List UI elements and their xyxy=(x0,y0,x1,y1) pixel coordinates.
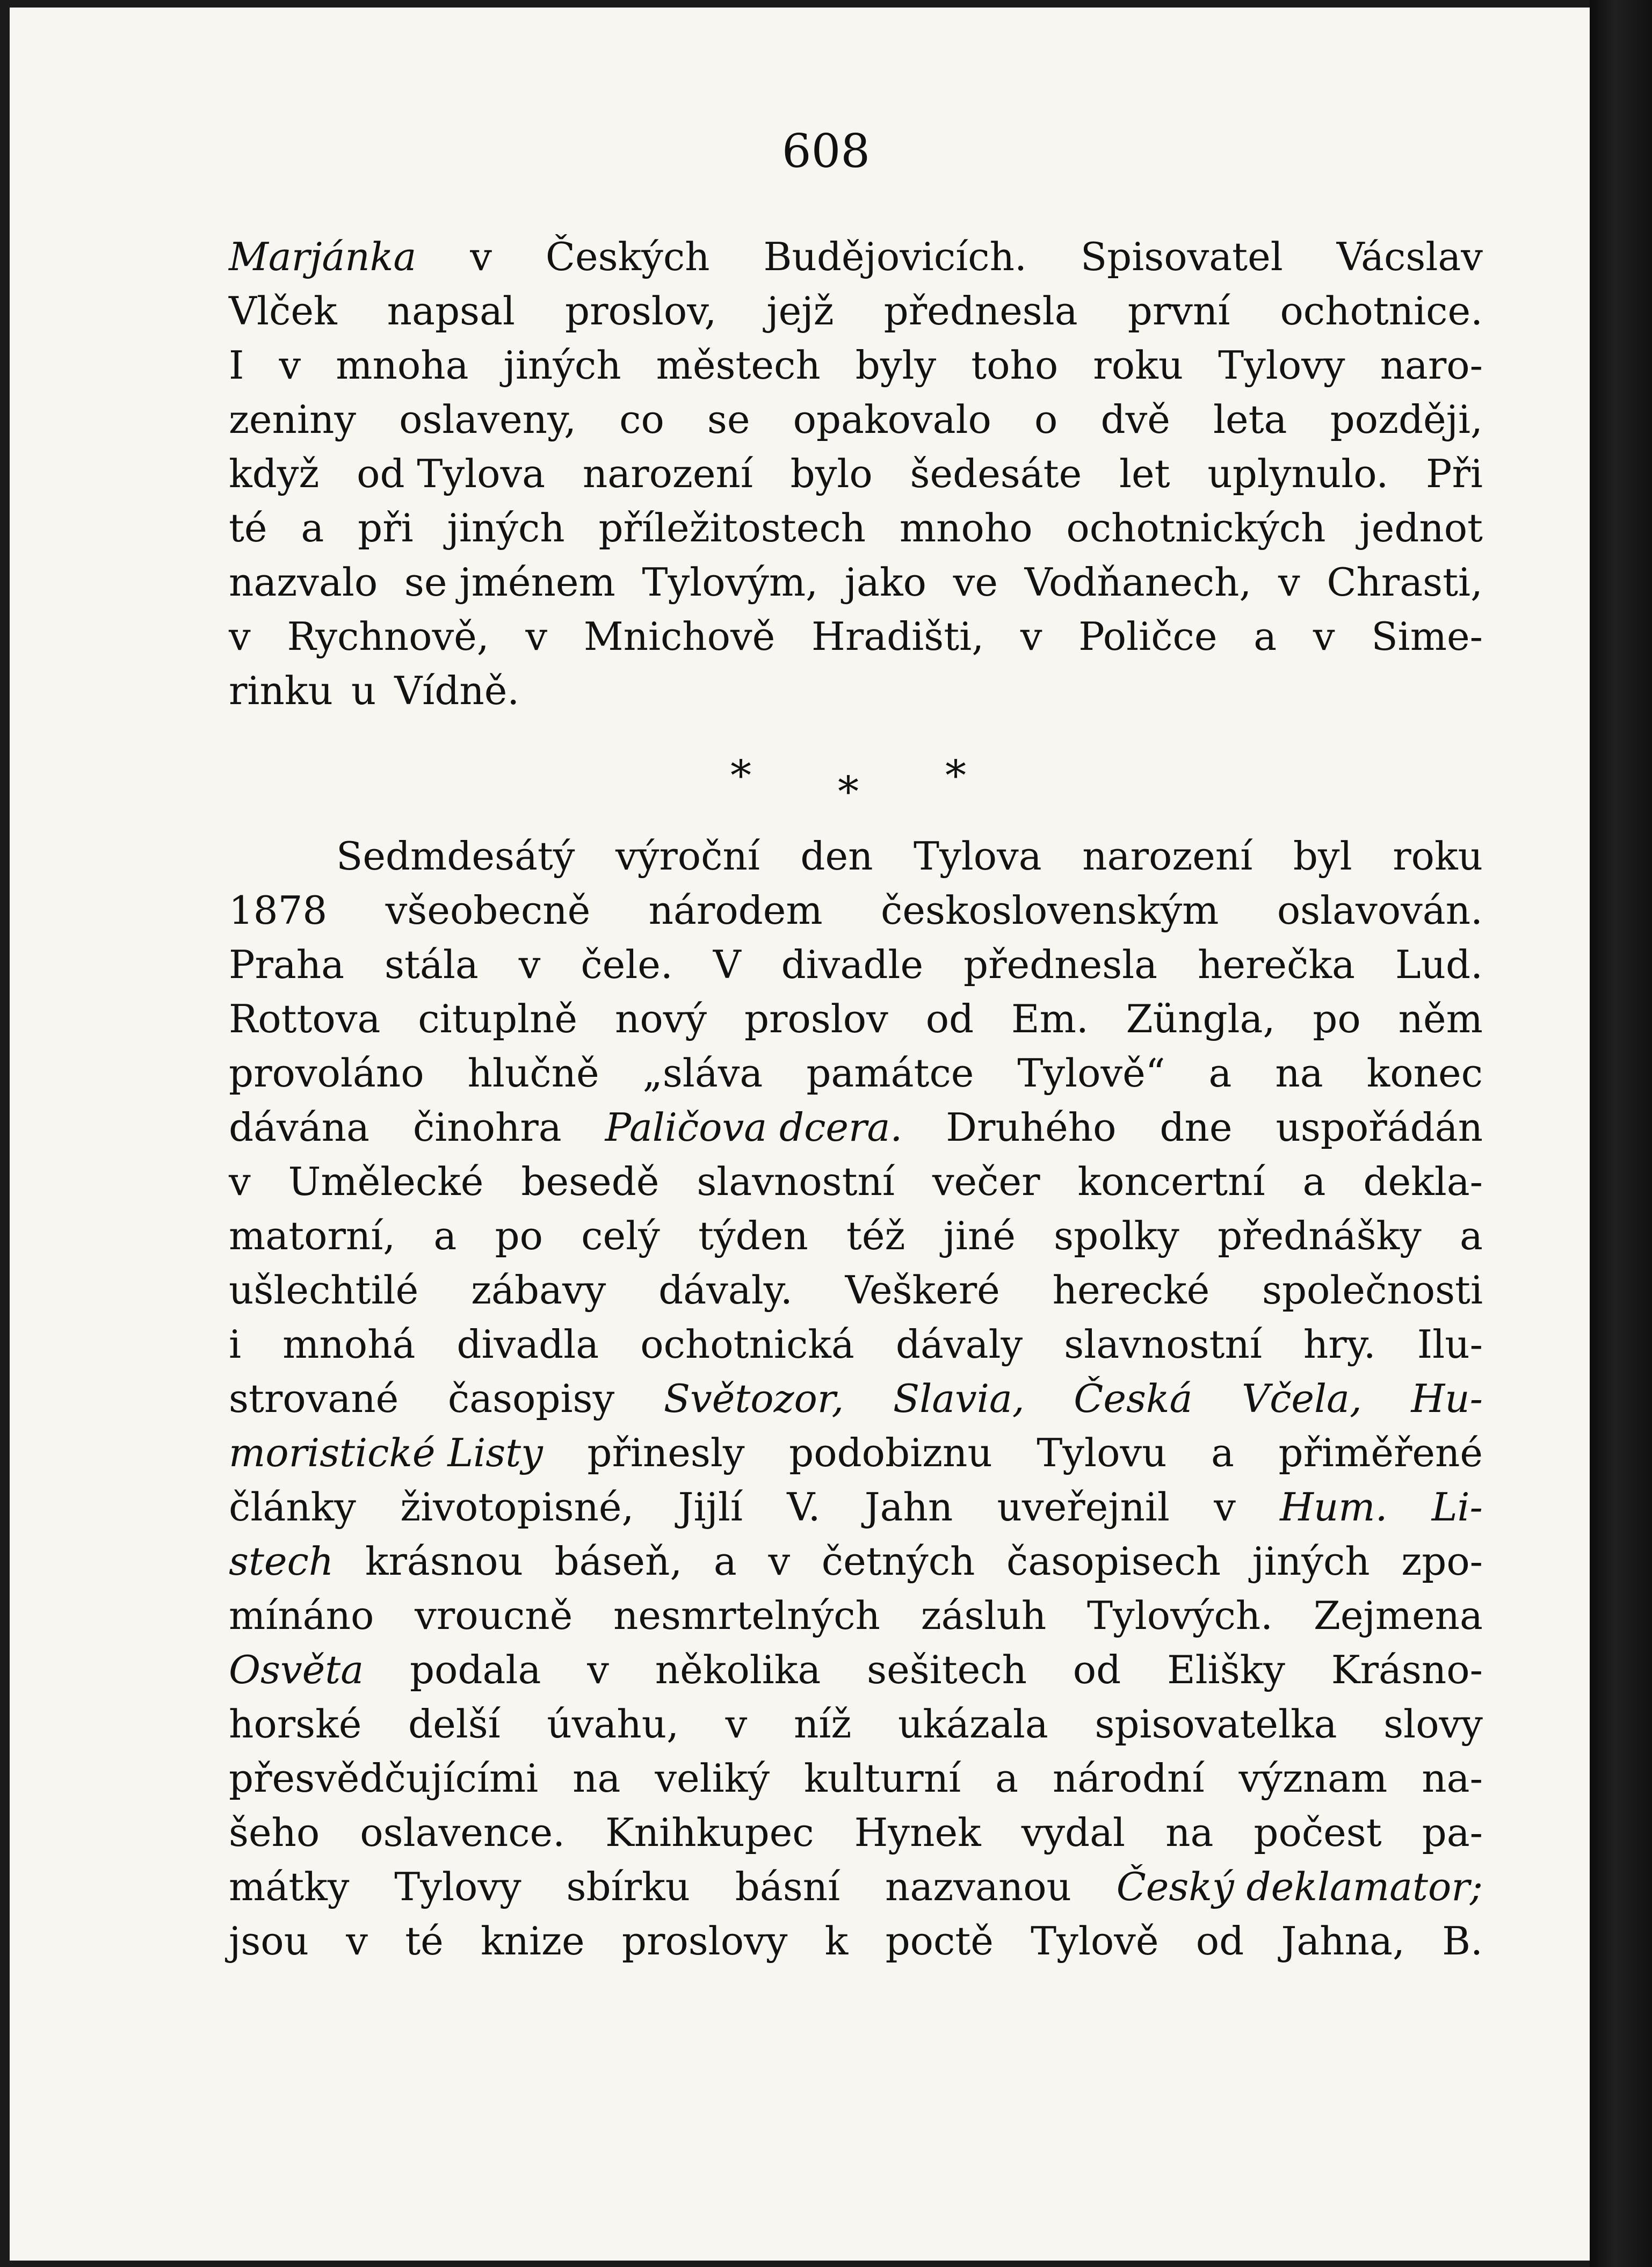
word: v xyxy=(525,614,548,659)
word: na xyxy=(1165,1810,1214,1855)
word: Züngla, xyxy=(1126,996,1276,1041)
word: Tylovým, xyxy=(642,560,818,605)
word: dávaly. xyxy=(658,1268,793,1313)
word: napsal xyxy=(387,288,515,334)
word: a xyxy=(1302,1159,1326,1204)
word: krásnou xyxy=(365,1539,523,1584)
word: nesmrtelných xyxy=(613,1593,880,1638)
word: Lud. xyxy=(1395,942,1483,987)
word: časopisy xyxy=(447,1376,615,1421)
word: Spisovatel xyxy=(1080,234,1283,279)
word: oslaveny, xyxy=(399,397,577,442)
word: Světozor, xyxy=(663,1376,844,1421)
word: rinku xyxy=(229,668,333,713)
separator-star: * xyxy=(730,752,751,800)
word: Praha xyxy=(229,942,345,987)
word: u xyxy=(351,668,376,713)
word: národem xyxy=(648,888,823,933)
word: 1878 xyxy=(229,888,328,933)
text-line xyxy=(229,664,1483,718)
word: Druhého xyxy=(946,1105,1117,1150)
word: po xyxy=(1313,996,1361,1041)
word: a xyxy=(995,1756,1018,1801)
word: den xyxy=(800,834,873,879)
word: nazvalo xyxy=(229,560,378,605)
word: Rychnově, xyxy=(287,614,489,659)
word: od xyxy=(1195,1918,1244,1964)
word: se xyxy=(707,397,750,442)
word: herečka xyxy=(1198,942,1355,987)
word: všeobecně xyxy=(385,888,591,933)
word: Včela, xyxy=(1242,1376,1362,1421)
word: kulturní xyxy=(803,1756,961,1801)
word: konec xyxy=(1366,1051,1483,1096)
word: spisovatelka xyxy=(1095,1701,1337,1747)
word: památce xyxy=(806,1051,974,1096)
word: a xyxy=(1211,1430,1234,1475)
word: společnosti xyxy=(1262,1268,1483,1313)
word: Tylovu xyxy=(1037,1430,1167,1475)
word: Ilu- xyxy=(1417,1322,1483,1367)
word: Elišky xyxy=(1167,1647,1285,1692)
word: Jijlí xyxy=(678,1484,743,1530)
word: československým xyxy=(881,888,1219,933)
text-line xyxy=(229,1155,1483,1209)
text-line xyxy=(229,992,1483,1046)
word: počest xyxy=(1254,1810,1382,1855)
word: Hynek xyxy=(854,1810,981,1855)
word: stech xyxy=(229,1539,334,1584)
text-line xyxy=(229,883,1483,938)
word: šedesáte xyxy=(910,451,1082,496)
word: večer xyxy=(932,1159,1040,1204)
text-line xyxy=(229,555,1483,610)
word: „sláva xyxy=(642,1051,763,1096)
word: přednášky xyxy=(1218,1213,1422,1258)
word: Hradišti, xyxy=(811,614,984,659)
word: v xyxy=(1214,1484,1236,1530)
word: Paličova dcera. xyxy=(605,1105,903,1150)
word: Jahna, xyxy=(1281,1918,1405,1964)
word: mnohá xyxy=(282,1322,416,1367)
word: Sime- xyxy=(1371,614,1483,659)
text-line xyxy=(229,393,1483,447)
word: přesvědčujícími xyxy=(229,1756,539,1801)
word: opakovalo xyxy=(793,397,991,442)
word: Jahn xyxy=(864,1484,953,1530)
word: hlučně xyxy=(467,1051,599,1096)
word: proslov xyxy=(744,996,888,1041)
word: slavnostní xyxy=(697,1159,895,1204)
word: týden xyxy=(698,1213,808,1258)
word: ochotnická xyxy=(640,1322,854,1367)
word: Tylových. xyxy=(1087,1593,1273,1638)
word: bylo xyxy=(790,451,873,496)
word: dekla- xyxy=(1363,1159,1483,1204)
text-line xyxy=(229,1806,1483,1860)
word: stála xyxy=(385,942,479,987)
word: přednesla xyxy=(883,288,1078,334)
word: besedě xyxy=(521,1159,660,1204)
text-line xyxy=(229,1643,1483,1697)
text-line xyxy=(229,1589,1483,1643)
text-line xyxy=(229,284,1483,338)
word: provoláno xyxy=(229,1051,424,1096)
text-line xyxy=(229,501,1483,555)
word: slovy xyxy=(1383,1701,1483,1747)
word: Rottova xyxy=(229,996,381,1041)
word: báseň, xyxy=(554,1539,683,1584)
word: divadla xyxy=(457,1322,599,1367)
word: šeho xyxy=(229,1810,320,1855)
word: i xyxy=(229,1322,242,1367)
word: Tylově“ xyxy=(1017,1051,1165,1096)
word: Česká xyxy=(1074,1376,1193,1421)
word: dvě xyxy=(1100,397,1170,442)
word: Vídně. xyxy=(394,668,520,713)
word: veliký xyxy=(655,1756,770,1801)
section-separator xyxy=(730,752,977,816)
word: Marjánka xyxy=(229,234,417,279)
word: Osvěta xyxy=(229,1647,364,1692)
word: v xyxy=(725,1701,748,1747)
word: na- xyxy=(1422,1756,1483,1801)
word: slavnostní xyxy=(1064,1322,1262,1367)
text-line xyxy=(229,1263,1483,1317)
text-line xyxy=(229,1751,1483,1806)
word: něm xyxy=(1398,996,1483,1041)
text-line xyxy=(229,1480,1483,1534)
word: Em. xyxy=(1011,996,1089,1041)
word: mnoho xyxy=(899,505,1033,551)
word: přiměřené xyxy=(1278,1430,1483,1475)
word: Vodňanech, xyxy=(1024,560,1252,605)
text-line xyxy=(229,1860,1483,1914)
word: podala xyxy=(409,1647,541,1692)
word: mnoha xyxy=(336,343,469,388)
word: ve xyxy=(953,560,998,605)
text-line xyxy=(229,1914,1483,1968)
word: čele. xyxy=(581,942,673,987)
word: výroční xyxy=(615,834,760,879)
word: básní xyxy=(735,1864,841,1909)
word: uspořádán xyxy=(1276,1105,1483,1150)
word: v xyxy=(587,1647,609,1692)
word: časopisech xyxy=(1006,1539,1221,1584)
text-line xyxy=(229,1697,1483,1751)
text-line xyxy=(229,230,1483,284)
text-line xyxy=(229,829,1483,883)
word: I xyxy=(229,343,244,388)
word: se jménem xyxy=(404,560,615,605)
word: jednot xyxy=(1359,505,1483,551)
word: jejž xyxy=(766,288,834,334)
word: a xyxy=(433,1213,457,1258)
word: hry. xyxy=(1303,1322,1376,1367)
word: naro- xyxy=(1380,343,1483,388)
word: knize xyxy=(481,1918,585,1964)
word: zábavy xyxy=(471,1268,606,1313)
word: úvahu, xyxy=(547,1701,679,1747)
word: sbírku xyxy=(566,1864,690,1909)
word: a xyxy=(301,505,324,551)
word: též xyxy=(846,1213,905,1258)
word: přinesly xyxy=(587,1430,745,1475)
word: Li- xyxy=(1431,1484,1483,1530)
word: Tylovy xyxy=(394,1864,521,1909)
word: a xyxy=(713,1539,737,1584)
word: Vácslav xyxy=(1336,234,1483,279)
word: příležitostech xyxy=(598,505,866,551)
word: let xyxy=(1119,451,1170,496)
word: oslavován. xyxy=(1277,888,1483,933)
word: později, xyxy=(1330,397,1483,442)
word: v xyxy=(470,234,492,279)
separator-star: * xyxy=(838,768,859,816)
word: ukázala xyxy=(898,1701,1048,1747)
word: vroucně xyxy=(415,1593,573,1638)
word: nazvanou xyxy=(885,1864,1071,1909)
word: Tylova xyxy=(914,834,1042,879)
word: a xyxy=(1460,1213,1483,1258)
word: Hum. xyxy=(1280,1484,1388,1530)
word: narození xyxy=(582,451,753,496)
word: v xyxy=(1020,614,1042,659)
word: na xyxy=(573,1756,621,1801)
word: níž xyxy=(794,1701,852,1747)
word: Poličce xyxy=(1078,614,1218,659)
word: pa- xyxy=(1422,1810,1483,1855)
word: Knihkupec xyxy=(605,1810,814,1855)
word: zeniny xyxy=(229,397,356,442)
text-line xyxy=(229,938,1483,992)
word: životopisné, xyxy=(400,1484,634,1530)
word: Tylově xyxy=(1031,1918,1159,1964)
word: Mnichově xyxy=(583,614,776,659)
word: Sedmdesátý xyxy=(336,834,575,879)
word: národní xyxy=(1052,1756,1205,1801)
word: dávaly xyxy=(895,1322,1023,1367)
word: sešitech xyxy=(867,1647,1027,1692)
word: moristické Listy xyxy=(229,1430,543,1475)
word: přednesla xyxy=(963,942,1158,987)
word: proslov, xyxy=(565,288,717,334)
word: cituplně xyxy=(418,996,578,1041)
word: Budějovicích. xyxy=(763,234,1027,279)
separator-star: * xyxy=(945,752,966,800)
word: když xyxy=(229,451,320,496)
word: v xyxy=(279,343,301,388)
word: oslavence. xyxy=(360,1810,566,1855)
word: Hu- xyxy=(1411,1376,1483,1421)
text-line xyxy=(229,610,1483,664)
word: několika xyxy=(655,1647,821,1692)
word: delší xyxy=(408,1701,501,1747)
word: vydal xyxy=(1021,1810,1126,1855)
word: co xyxy=(619,397,664,442)
word: Slavia, xyxy=(893,1376,1025,1421)
word: význam xyxy=(1238,1756,1388,1801)
paragraph-2 xyxy=(229,829,1483,1968)
page-number: 608 xyxy=(781,125,871,178)
word: zásluh xyxy=(921,1593,1047,1638)
word: uplynulo. xyxy=(1207,451,1389,496)
word: mínáno xyxy=(229,1593,374,1638)
word: uveřejnil xyxy=(997,1484,1170,1530)
word: Chrasti, xyxy=(1327,560,1483,605)
word: herecké xyxy=(1052,1268,1210,1313)
word: jiných xyxy=(1252,1539,1370,1584)
word: nový xyxy=(614,996,707,1041)
word: ušlechtilé xyxy=(229,1268,419,1313)
word: té xyxy=(229,505,267,551)
word: první xyxy=(1127,288,1230,334)
paragraph-1 xyxy=(229,230,1483,718)
word: dávána xyxy=(229,1105,369,1150)
text-line xyxy=(229,1100,1483,1155)
word: Krásno- xyxy=(1331,1647,1483,1692)
word: v xyxy=(1313,614,1335,659)
word: při xyxy=(358,505,414,551)
word: jako xyxy=(844,560,926,605)
word: Zejmena xyxy=(1313,1593,1483,1638)
word: v xyxy=(1278,560,1300,605)
word: V xyxy=(713,942,741,987)
word: roku xyxy=(1393,834,1483,879)
word: od xyxy=(925,996,974,1041)
word: na xyxy=(1275,1051,1323,1096)
word: Tylovy xyxy=(1218,343,1345,388)
text-line xyxy=(229,1534,1483,1589)
word: narození xyxy=(1082,834,1253,879)
word: podobiznu xyxy=(789,1430,992,1475)
text-line xyxy=(229,1372,1483,1426)
word: Českých xyxy=(545,234,710,279)
word: Český deklamator; xyxy=(1116,1864,1483,1909)
word: strované xyxy=(229,1376,399,1421)
word: jiné xyxy=(943,1213,1016,1258)
word: mátky xyxy=(229,1864,350,1909)
text-line xyxy=(229,1209,1483,1263)
word: V. xyxy=(787,1484,821,1530)
word: v xyxy=(229,1159,251,1204)
text-line xyxy=(229,338,1483,393)
word: poctě xyxy=(885,1918,994,1964)
word: proslovy xyxy=(621,1918,788,1964)
word: v xyxy=(346,1918,368,1964)
word: jsou xyxy=(229,1918,309,1964)
word: a xyxy=(1208,1051,1232,1096)
word: horské xyxy=(229,1701,362,1747)
word: četných xyxy=(821,1539,975,1584)
word: od Tylova xyxy=(357,451,546,496)
word: dne xyxy=(1160,1105,1233,1150)
word: divadle xyxy=(781,942,924,987)
word: matorní, xyxy=(229,1213,396,1258)
word: činohra xyxy=(412,1105,562,1150)
word: Vlček xyxy=(229,288,337,334)
word: od xyxy=(1073,1647,1121,1692)
word: byly xyxy=(855,343,937,388)
word: spolky xyxy=(1054,1213,1179,1258)
word: Veškeré xyxy=(845,1268,1000,1313)
word: a xyxy=(1254,614,1277,659)
text-line xyxy=(229,447,1483,501)
word: jiných xyxy=(447,505,565,551)
word: jiných xyxy=(503,343,621,388)
word: ochotnice. xyxy=(1280,288,1483,334)
word: B. xyxy=(1442,1918,1483,1964)
word: leta xyxy=(1213,397,1287,442)
scan-edge xyxy=(1590,0,1652,2267)
text-line xyxy=(229,1046,1483,1100)
word: koncertní xyxy=(1077,1159,1265,1204)
word: celý xyxy=(581,1213,660,1258)
word: té xyxy=(405,1918,444,1964)
word: ochotnických xyxy=(1066,505,1326,551)
word: roku xyxy=(1093,343,1184,388)
word: po xyxy=(495,1213,543,1258)
word: Při xyxy=(1426,451,1483,496)
word: o xyxy=(1034,397,1058,442)
word: zpo- xyxy=(1401,1539,1483,1584)
word: toho xyxy=(971,343,1059,388)
word: články xyxy=(229,1484,356,1530)
word: byl xyxy=(1293,834,1352,879)
word: v xyxy=(229,614,251,659)
word: městech xyxy=(656,343,821,388)
word: Umělecké xyxy=(288,1159,484,1204)
word: v xyxy=(768,1539,791,1584)
text-line xyxy=(229,1426,1483,1480)
word: v xyxy=(518,942,541,987)
text-line xyxy=(229,1317,1483,1372)
word: k xyxy=(824,1918,849,1964)
